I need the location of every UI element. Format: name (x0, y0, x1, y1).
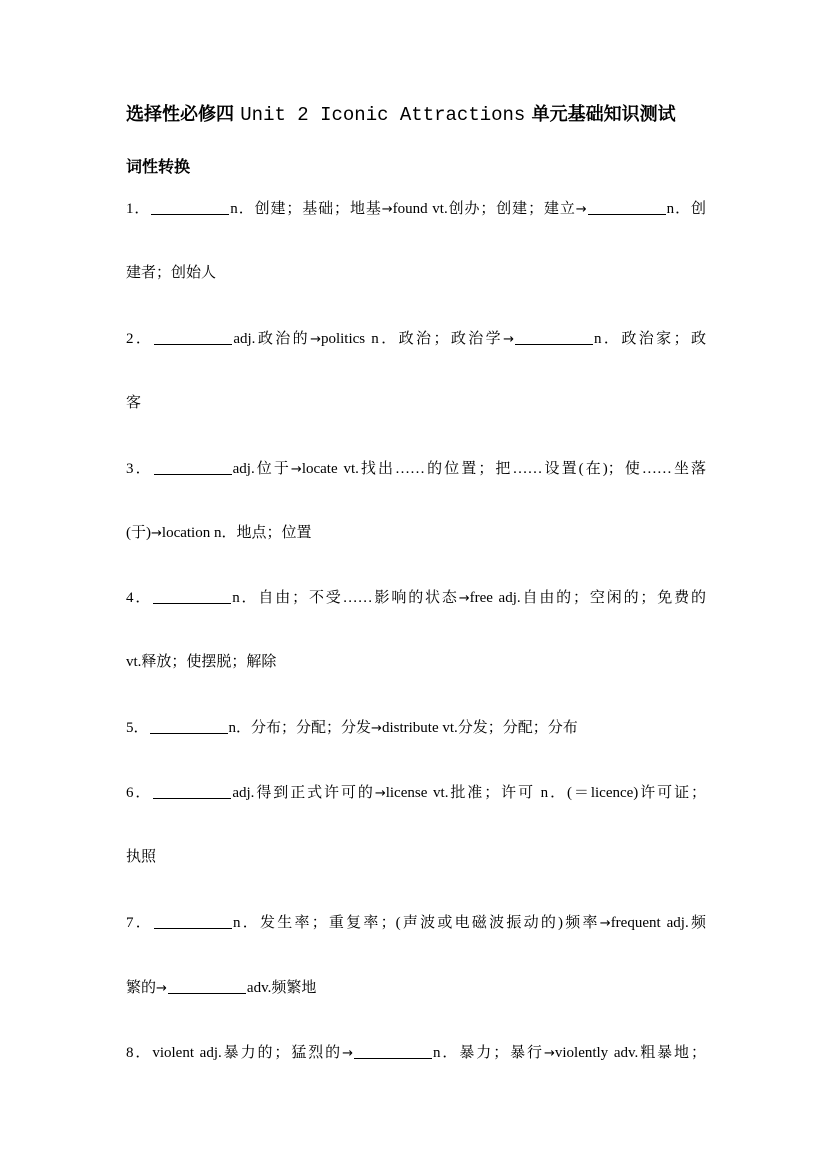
arrow-icon: → (458, 591, 470, 606)
document-title (126, 100, 726, 126)
answer-blank[interactable] (153, 587, 231, 604)
answer-blank[interactable] (154, 912, 232, 929)
arrow-icon: → (310, 332, 321, 347)
arrow-icon: → (371, 721, 382, 736)
item-1-cont: 建者；创始人 (126, 265, 217, 281)
item-1-line: 1． n．创建；基础；地基→found vt.创办；创建；建立→ n．创 (126, 198, 706, 220)
item-8-line: 8．violent adj.暴力的；猛烈的→ n．暴力；暴行→violently adv.粗暴地； (126, 1042, 706, 1064)
arrow-icon: → (381, 202, 393, 217)
answer-blank[interactable] (168, 977, 246, 994)
item-6-line: 6． adj.得到正式许可的→license vt.批准；许可 n．(＝licence)许可证； (126, 782, 706, 804)
item-3-line: 3． adj.位于→locate vt.找出……的位置；把……设置(在)；使……坐落 (126, 458, 706, 480)
arrow-icon: → (543, 1046, 555, 1061)
item-2-line: 2． adj.政治的→politics n．政治；政治学→ n．政治家；政 (126, 328, 706, 350)
title-en-part: Unit 2 Iconic Attractions (240, 104, 526, 126)
title-cn-part2: 单元基础知识测试 (531, 104, 676, 125)
item-2-cont: 客 (126, 395, 142, 411)
item-4-line: 4． n．自由；不受……影响的状态→free adj.自由的；空闲的；免费的 (126, 587, 706, 609)
item-4-cont: vt.释放；使摆脱；解除 (126, 654, 277, 670)
answer-blank[interactable] (515, 328, 593, 345)
arrow-icon: → (156, 981, 167, 996)
answer-blank[interactable] (151, 198, 229, 215)
item-3-cont: (于)→location n．地点；位置 (126, 525, 312, 541)
arrow-icon: → (503, 332, 515, 347)
item-5-line: 5． n．分布；分配；分发→distribute vt.分发；分配；分布 (126, 717, 706, 739)
arrow-icon: → (575, 202, 587, 217)
item-6-cont: 执照 (126, 849, 157, 865)
item-7-line: 7． n．发生率；重复率；(声波或电磁波振动的)频率→frequent adj.频 (126, 912, 706, 934)
title-cn-part1: 选择性必修四 (126, 104, 234, 125)
answer-blank[interactable] (154, 328, 232, 345)
answer-blank[interactable] (153, 782, 231, 799)
answer-blank[interactable] (588, 198, 666, 215)
section-heading: 词性转换 (126, 157, 191, 176)
answer-blank[interactable] (150, 717, 228, 734)
answer-blank[interactable] (354, 1042, 432, 1059)
answer-blank[interactable] (154, 458, 232, 475)
arrow-icon: → (342, 1046, 354, 1061)
arrow-icon: → (599, 916, 611, 931)
item-7-cont: 繁的→ adv.频繁地 (126, 977, 706, 999)
arrow-icon: → (151, 526, 162, 541)
arrow-icon: → (374, 786, 386, 801)
arrow-icon: → (290, 462, 302, 477)
